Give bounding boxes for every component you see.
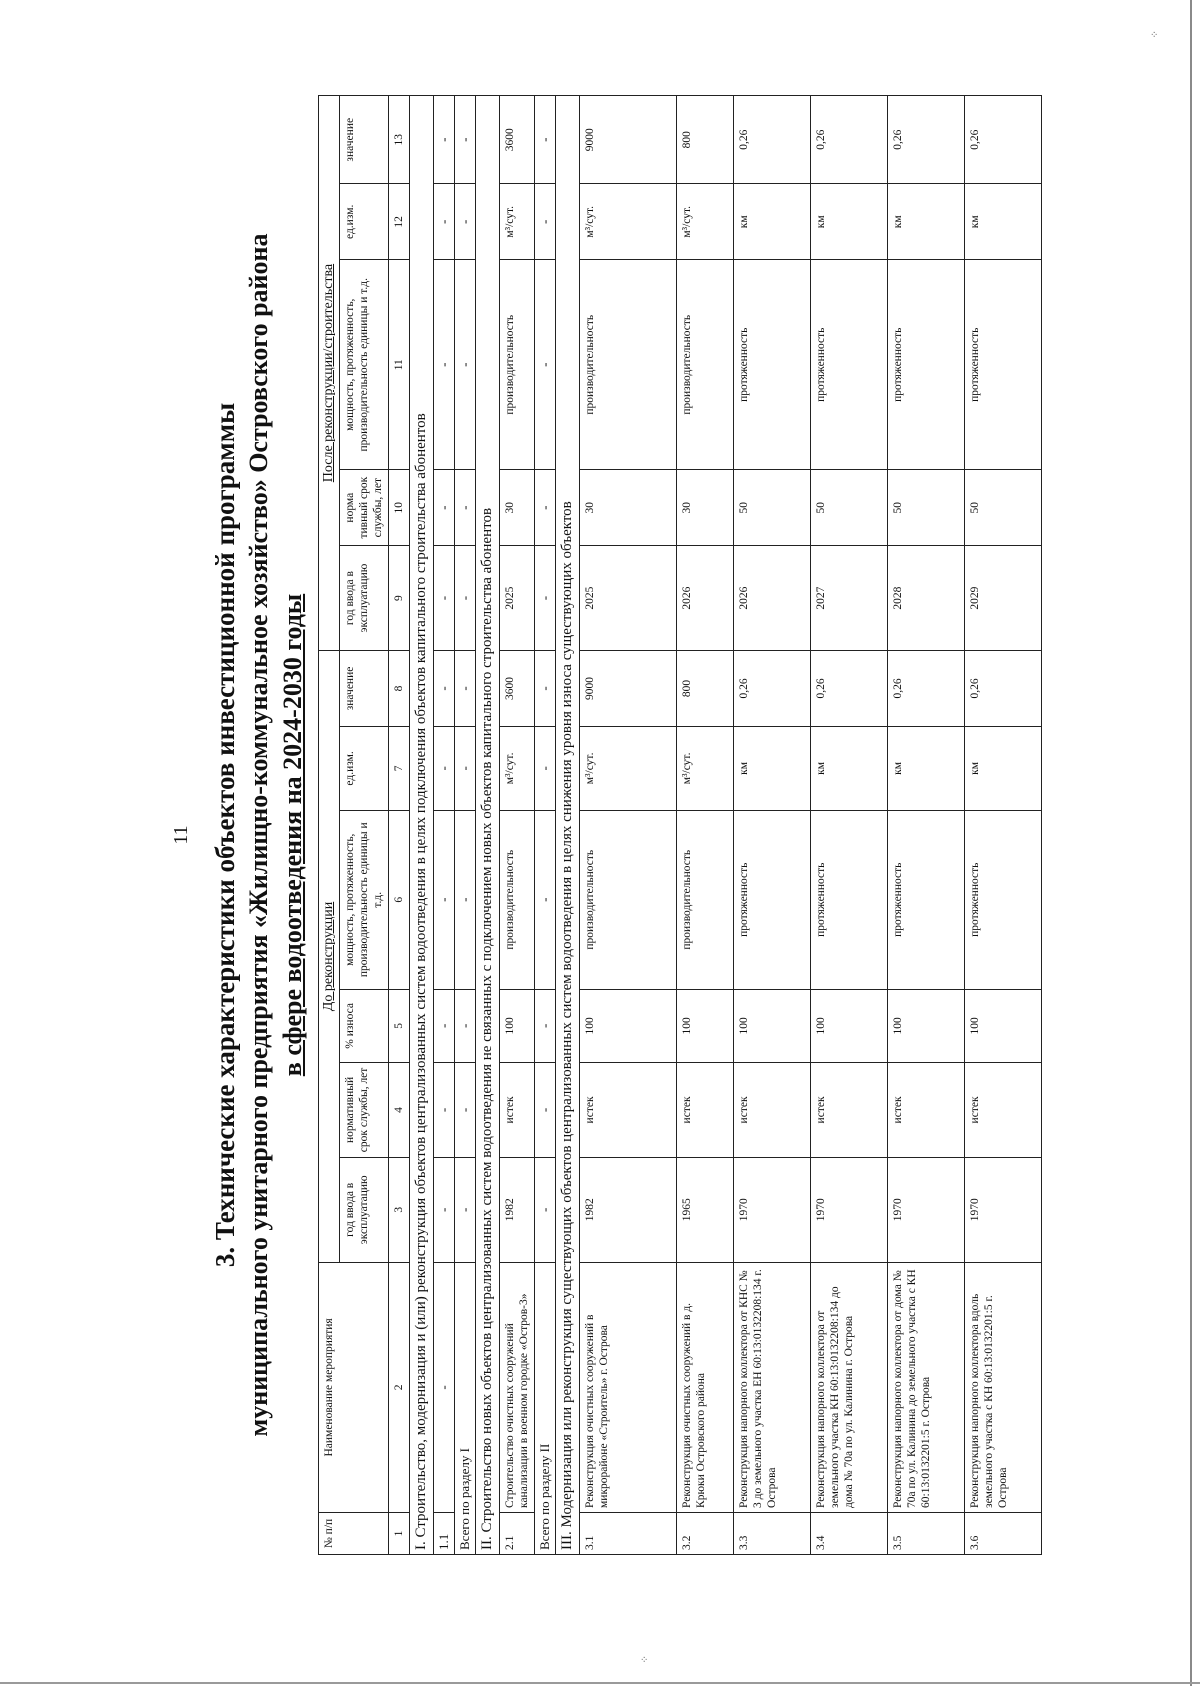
section-2-total-label: Всего по разделу II <box>535 1262 556 1554</box>
row-number: 3.4 <box>811 1512 888 1554</box>
cell-year-after: 2025 <box>580 546 677 651</box>
header-num: № п/п <box>319 1512 389 1554</box>
cell-wear: 100 <box>888 989 965 1063</box>
cell-year-after: 2029 <box>965 546 1042 651</box>
header-after-capacity: мощность, протяженность, производительность единицы и т.д. <box>340 260 389 470</box>
cell-norm-before: истек <box>811 1063 888 1158</box>
row-number: 2.1 <box>500 1512 535 1554</box>
cell: - <box>434 1063 455 1158</box>
cell: - <box>535 651 556 727</box>
cell-year-before: 1982 <box>500 1157 535 1262</box>
cell: - <box>535 1157 556 1262</box>
cell-year-before: 1970 <box>965 1157 1042 1262</box>
cell-capacity-before: протяженность <box>811 810 888 989</box>
cell-norm-after: 50 <box>734 470 811 546</box>
row-number: 3.5 <box>888 1512 965 1554</box>
cell: - <box>455 470 476 546</box>
cell-value-after: 0,26 <box>811 96 888 184</box>
cell-unit-after: км <box>888 184 965 260</box>
cell-value-after: 800 <box>677 96 734 184</box>
cell: - <box>434 546 455 651</box>
cell-capacity-after: производительность <box>677 260 734 470</box>
cell-name: Реконструкция напорного коллектора от дома № 70а по ул. Калинина до земельного участка с КН 60:13:0132201:5 г. Острова <box>888 1262 965 1512</box>
cell: - <box>455 651 476 727</box>
header-after-year: год ввода в эксплуатацию <box>340 546 389 651</box>
cell-unit-after: м³/сут. <box>677 184 734 260</box>
cell-norm-after: 30 <box>580 470 677 546</box>
cell-capacity-before: производительность <box>580 810 677 989</box>
cell: - <box>434 726 455 810</box>
cell-norm-after: 50 <box>888 470 965 546</box>
cell-wear: 100 <box>677 989 734 1063</box>
column-number: 4 <box>389 1063 410 1158</box>
cell-norm-after: 50 <box>965 470 1042 546</box>
cell: - <box>455 260 476 470</box>
cell-capacity-after: протяженность <box>888 260 965 470</box>
column-number-row <box>389 96 410 1555</box>
header-before-capacity: мощность, протяженность, производительность единицы и т.д. <box>340 810 389 989</box>
section-1-total-row <box>455 96 476 1555</box>
cell-value-after: 3600 <box>500 96 535 184</box>
section-2-total-row <box>535 96 556 1555</box>
cell: - <box>535 96 556 184</box>
cell: - <box>434 1157 455 1262</box>
scan-border-bottom <box>0 1682 1200 1684</box>
scan-border-right <box>1190 0 1192 1686</box>
row-number: 1.1 <box>434 1512 455 1554</box>
cell-name: Реконструкция напорного коллектора вдоль земельного участка с КН 60:13:0132201:5 г. Острова <box>965 1262 1042 1512</box>
cell-value-after: 9000 <box>580 96 677 184</box>
cell: - <box>535 989 556 1063</box>
section-2-title: II. Строительство новых объектов централизованных систем водоотведения не связанных с подключением новых объектов капитального строительства абонентов <box>476 96 500 1555</box>
cell-value-before: 3600 <box>500 651 535 727</box>
cell-year-after: 2025 <box>500 546 535 651</box>
row-number: 3.2 <box>677 1512 734 1554</box>
cell-norm-after: 30 <box>677 470 734 546</box>
cell: - <box>535 546 556 651</box>
title-line-3: в сфере водоотведения на 2024-2030 годы <box>278 593 307 1077</box>
cell-name: Реконструкция напорного коллектора от КНС № 3 до земельного участка ЕН 60:13:0132208:134 г. Острова <box>734 1262 811 1512</box>
header-before-group: До реконструкции <box>319 651 340 1263</box>
cell: - <box>434 96 455 184</box>
table-row <box>580 96 677 1555</box>
document-page <box>170 20 1070 1650</box>
scan-speck: ⁘ <box>1150 30 1159 41</box>
cell-name: Реконструкция очистных сооружений в д. Крюки Островского района <box>677 1262 734 1512</box>
page-number: 11 <box>170 825 192 845</box>
cell: - <box>455 96 476 184</box>
header-after-group: После реконструкции/строительства <box>319 96 340 651</box>
cell-value-before: 0,26 <box>888 651 965 727</box>
cell-year-before: 1970 <box>734 1157 811 1262</box>
cell-norm-before: истек <box>677 1063 734 1158</box>
cell-capacity-after: производительность <box>500 260 535 470</box>
cell-norm-before: истек <box>580 1063 677 1158</box>
cell-value-before: 0,26 <box>965 651 1042 727</box>
cell-norm-before: истек <box>888 1063 965 1158</box>
cell-capacity-before: протяженность <box>734 810 811 989</box>
header-before-value: значение <box>340 651 389 727</box>
cell-value-after: 0,26 <box>965 96 1042 184</box>
cell-year-before: 1970 <box>888 1157 965 1262</box>
column-number: 12 <box>389 184 410 260</box>
cell-unit-after: км <box>734 184 811 260</box>
table-row <box>965 96 1042 1555</box>
table-row <box>811 96 888 1555</box>
cell: - <box>455 1063 476 1158</box>
column-number: 7 <box>389 726 410 810</box>
cell-unit-before: м³/сут. <box>677 726 734 810</box>
header-before-wear: % износа <box>340 989 389 1063</box>
cell-unit-before: км <box>811 726 888 810</box>
cell-unit-before: м³/сут. <box>500 726 535 810</box>
table-row <box>888 96 965 1555</box>
cell-norm-before: истек <box>965 1063 1042 1158</box>
cell-capacity-after: производительность <box>580 260 677 470</box>
section-3-title-row <box>556 96 580 1555</box>
cell: - <box>434 260 455 470</box>
cell-unit-after: м³/сут. <box>500 184 535 260</box>
table-row <box>500 96 535 1555</box>
column-number: 10 <box>389 470 410 546</box>
title-line-1: 3. Технические характеристики объектов инвестиционной программы <box>210 402 240 1268</box>
cell-unit-after: км <box>965 184 1042 260</box>
cell-norm-after: 30 <box>500 470 535 546</box>
cell-value-before: 9000 <box>580 651 677 727</box>
header-after-unit: ед.изм. <box>340 184 389 260</box>
cell: - <box>535 470 556 546</box>
cell: - <box>455 810 476 989</box>
cell-capacity-after: протяженность <box>965 260 1042 470</box>
cell-unit-before: км <box>734 726 811 810</box>
cell-norm-before: истек <box>734 1063 811 1158</box>
cell-year-before: 1982 <box>580 1157 677 1262</box>
cell-capacity-before: производительность <box>500 810 535 989</box>
cell-wear: 100 <box>965 989 1042 1063</box>
header-name: Наименование мероприятия <box>319 1262 389 1512</box>
cell: - <box>455 546 476 651</box>
column-number: 3 <box>389 1157 410 1262</box>
row-number: 3.6 <box>965 1512 1042 1554</box>
column-number: 13 <box>389 96 410 184</box>
cell-value-before: 0,26 <box>734 651 811 727</box>
header-before-unit: ед.изм. <box>340 726 389 810</box>
cell-value-before: 0,26 <box>811 651 888 727</box>
cell-wear: 100 <box>500 989 535 1063</box>
cell-name: Реконструкция очистных сооружений в микрорайоне «Строитель» г. Острова <box>580 1262 677 1512</box>
column-number: 11 <box>389 260 410 470</box>
section-1-total-label: Всего по разделу I <box>455 1262 476 1554</box>
table-row <box>677 96 734 1555</box>
section-3-title: III. Модернизация или реконструкция существующих объектов централизованных систем водоотведения в целях снижения уровня износа существующих объектов <box>556 96 580 1555</box>
cell-unit-after: км <box>811 184 888 260</box>
cell: - <box>434 989 455 1063</box>
header-row-group <box>319 96 340 1555</box>
cell-capacity-after: протяженность <box>734 260 811 470</box>
cell-capacity-before: протяженность <box>965 810 1042 989</box>
table-row <box>734 96 811 1555</box>
column-number: 1 <box>389 1512 410 1554</box>
cell-capacity-after: протяженность <box>811 260 888 470</box>
cell: - <box>535 260 556 470</box>
cell-name: - <box>434 1262 455 1512</box>
cell-year-after: 2028 <box>888 546 965 651</box>
header-before-normative: нормативный срок службы, лет <box>340 1063 389 1158</box>
cell: - <box>455 184 476 260</box>
cell: - <box>455 1157 476 1262</box>
cell-unit-before: м³/сут. <box>580 726 677 810</box>
row-number: 3.3 <box>734 1512 811 1554</box>
cell-year-after: 2026 <box>677 546 734 651</box>
column-number: 6 <box>389 810 410 989</box>
cell: - <box>535 184 556 260</box>
cell-year-before: 1965 <box>677 1157 734 1262</box>
cell-capacity-before: производительность <box>677 810 734 989</box>
header-after-normative: норма тивный срок службы, лет <box>340 470 389 546</box>
characteristics-table <box>318 95 1042 1555</box>
cell-value-before: 800 <box>677 651 734 727</box>
header-after-value: значение <box>340 96 389 184</box>
cell-name: Реконструкция напорного коллектора от земельного участка КН 60:13:0132208:134 до дома № 70а по ул. Калинина г. Острова <box>811 1262 888 1512</box>
cell-wear: 100 <box>734 989 811 1063</box>
cell-unit-after: м³/сут. <box>580 184 677 260</box>
cell: - <box>434 810 455 989</box>
cell-unit-before: км <box>888 726 965 810</box>
cell-unit-before: км <box>965 726 1042 810</box>
cell: - <box>535 1063 556 1158</box>
cell-norm-before: истек <box>500 1063 535 1158</box>
scan-speck: ⁘ <box>640 1655 649 1666</box>
cell-capacity-before: протяженность <box>888 810 965 989</box>
cell-wear: 100 <box>811 989 888 1063</box>
header-before-year: год ввода в эксплуатацию <box>340 1157 389 1262</box>
cell-value-after: 0,26 <box>888 96 965 184</box>
section-2-title-row <box>476 96 500 1555</box>
cell: - <box>434 184 455 260</box>
column-number: 2 <box>389 1262 410 1512</box>
column-number: 5 <box>389 989 410 1063</box>
cell: - <box>535 726 556 810</box>
cell: - <box>535 810 556 989</box>
cell: - <box>455 989 476 1063</box>
title-line-2: муниципального унитарного предприятия «Жилищно-коммунальное хозяйство» Островского района <box>244 233 273 1437</box>
section-1-title-row <box>410 96 434 1555</box>
column-number: 9 <box>389 546 410 651</box>
column-number: 8 <box>389 651 410 727</box>
cell-year-before: 1970 <box>811 1157 888 1262</box>
cell-value-after: 0,26 <box>734 96 811 184</box>
cell-norm-after: 50 <box>811 470 888 546</box>
cell-wear: 100 <box>580 989 677 1063</box>
cell: - <box>434 470 455 546</box>
cell: - <box>455 726 476 810</box>
cell-year-after: 2027 <box>811 546 888 651</box>
cell-year-after: 2026 <box>734 546 811 651</box>
cell-name: Строительство очистных сооружений канализации в военном городке «Остров-3» <box>500 1262 535 1512</box>
document-title <box>208 20 310 1650</box>
table-row <box>434 96 455 1555</box>
row-number: 3.1 <box>580 1512 677 1554</box>
cell: - <box>434 651 455 727</box>
section-1-title: I. Строительство, модернизация и (или) реконструкция объектов централизованных систем водоотведения в целях подключения объектов капитального строительства абонентов <box>410 96 434 1555</box>
